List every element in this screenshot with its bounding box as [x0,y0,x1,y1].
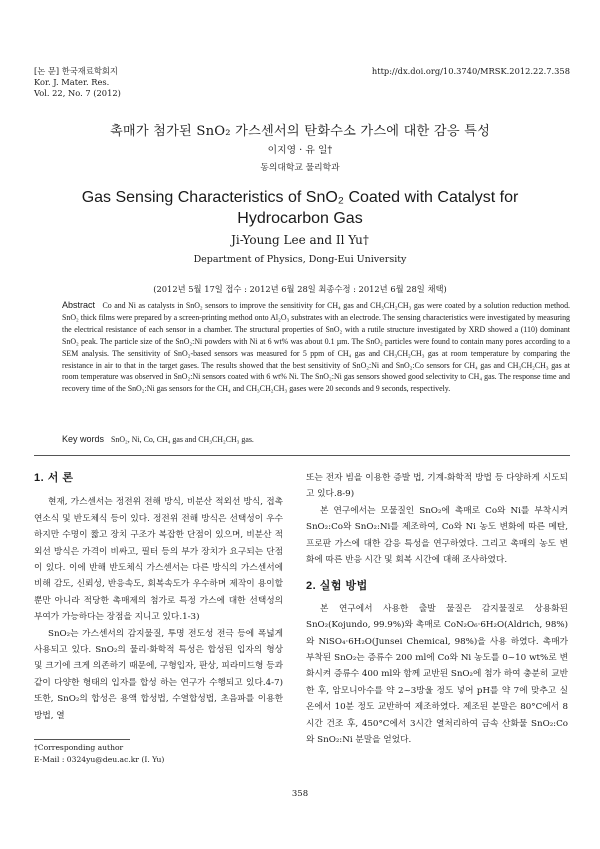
footnote-divider [34,739,130,740]
intro-paragraph-1: 현재, 가스센서는 정전위 전해 방식, 비분산 적외선 방식, 접촉 연소식 및 반도체식 등이 있다. 정전위 전해 방식은 선택성이 우수하지만 수명이 짧고 장치 구조가 복잡한 단점이 있으며, 비분산 적외선 방식은 가격이 비싸고, 필터 등의 부가 장치가 요구되는 단점이 있다. 이에 반해 반도체식 가스센서는 다른 방식의 가스센서에 비해 감도, 신뢰성, 반응속도, 회복속도가 우수하며 제작이 용이할 뿐만 아니라 적당한 촉매제의 첨가로 특정 가스에 대한 선택성의 부여가 가능하다는 장점을 지니고 있다.1-3) [34,497,283,623]
section-divider [34,455,570,456]
journal-name-english: Kor. J. Mater. Res. [34,77,110,87]
journal-header [34,66,121,99]
footnote-email: E-Mail : 0324yu@deu.ac.kr (I. Yu) [34,754,165,764]
keywords [62,434,570,444]
english-authors: Ji-Young Lee and Il Yu† [231,233,369,247]
methods-paragraph-1: 본 연구에서 사용한 출발 물질은 감지물질로 상용화된 SnO₂(Kojundo, 99.9%)와 촉매로 CoN₂O₆·6H₂O(Aldrich, 98%)와 NiSO₄·6H₂O(Junsei Chemical, 98%)을 사용 하였다. 촉매가 부착된 SnO₂는 증류수 200 ml에 Co와 Ni 농도를 0~10 wt%로 변화시켜 증류수 400 ml와 함께 교반된 SnO₂에 첨가 하여 충분히 교반 한 후, 암모니아수를 약 2~3방울 정도 넣어 pH를 약 7에 맞추고 실온에서 10분 정도 교반하여 제조하였다. 제조된 분말은 80°C에서 8시간 건조 후, 450°C에서 3시간 열처리하여 금속 산화물 SnO₂:Co와 SnO₂:Ni 분말을 얻었다. [306,603,568,746]
intro-paragraph-4: 본 연구에서는 모물질인 SnO₂에 촉매로 Co와 Ni를 부착시켜 SnO₂:Co와 SnO₂:Ni를 제조하여, Co와 Ni 농도 변화에 따른 메탄, 프로판 가스에 대한 감응 특성을 연구하였다. 그리고 촉매의 농도 변화에 따른 반응 시간 및 회복 시간에 대해 조사하였다. [306,505,568,566]
abstract-label: Abstract [62,300,96,310]
doi-link[interactable]: http://dx.doi.org/10.3740/MRSK.2012.22.7.358 [371,66,570,76]
submission-dates: (2012년 5월 17일 접수 : 2012년 6월 28일 최종수정 : 2012년 6월 28일 채택) [153,284,447,294]
korean-title: 촉매가 첨가된 SnO₂ 가스센서의 탄화수소 가스에 대한 감응 특성 [109,124,491,139]
section-heading-methods: 2. 실험 방법 [306,580,368,593]
right-column [306,470,568,749]
footnote [34,742,164,765]
english-affiliation: Department of Physics, Dong-Eui University [193,254,407,265]
section-heading-intro: 1. 서 론 [34,472,74,484]
left-column [34,470,283,724]
intro-paragraph-3: 또는 전자 빔을 이용한 증발 법, 기계-화학적 방법 등 다양하게 시도되고 있다.8-9) [306,473,568,500]
keywords-label: Key words [62,434,105,444]
english-title: Gas Sensing Characteristics of SnO₂ Coated with Catalyst for Hydrocarbon Gas [81,189,519,227]
abstract [62,300,570,395]
korean-affiliation: 동의대학교 물리학과 [260,163,340,173]
journal-volume: Vol. 22, No. 7 (2012) [34,88,121,98]
keywords-text: SnO₂, Ni, Co, CH₄ gas and CH₃CH₂CH₃ gas. [111,435,254,444]
page-number: 358 [291,789,309,799]
intro-paragraph-2: SnO₂는 가스센서의 감지물질, 투명 전도성 전극 등에 폭넓게 사용되고 있다. SnO₂의 물리·화학적 특성은 합성된 입자의 형상 및 크기에 크게 의존하기 때문에, 구형입자, 판상, 피라미드형 등과 같이 다양한 형태의 입자를 합성 하는 연구가 수행되고 있다.4-7) 또한, SnO₂의 합성은 용액 합성법, 수열합성법, 초음파를 이용한 방법, 열 [34,628,283,721]
korean-authors: 이지영 · 유 일† [267,145,333,156]
footnote-corresponding: †Corresponding author [34,743,124,752]
journal-name-korean: [논 문] 한국재료학회지 [34,66,118,76]
abstract-text: Co and Ni as catalysts in SnO₂ sensors to improve the sensitivity for CH₄ gas and CH₃CH₂CH₃ gas were coated by a solution reduction method. SnO₂ thick films were prepared by a screen-printing method onto Al₂O₃ substrates with an electrode. The sensing characteristics were investigated by measuring the electrical resistance of each sensor in a chamber. The structural properties of SnO₂ with a rutile structure investigated by XRD showed a (110) dominant SnO₂ peak. The particle size of the SnO₂:Ni powders with Ni at 6 wt% was about 0.1 µm. The SnO₂ particles were found to contain many pores according to a SEM analysis. The sensitivity of SnO₂-based sensors was measured for 5 ppm of CH₄ gas and CH₃CH₂CH₃ gas at room temperature by comparing the resistance in air to that in the target gases. The results showed that the best sensitivity of SnO₂:Ni and SnO₂:Co sensors for CH₄ gas and CH₃CH₂CH₃ gas at room temperature was observed in SnO₂:Ni sensors coated with 6 wt% Ni. The SnO₂:Ni gas sensors showed good selectivity to CH₄ gas. The response time and recovery time of the SnO₂:Ni gas sensors for the CH₄ and CH₃CH₂CH₃ gases were 20 seconds and 9 seconds, respectively. [62,301,570,394]
